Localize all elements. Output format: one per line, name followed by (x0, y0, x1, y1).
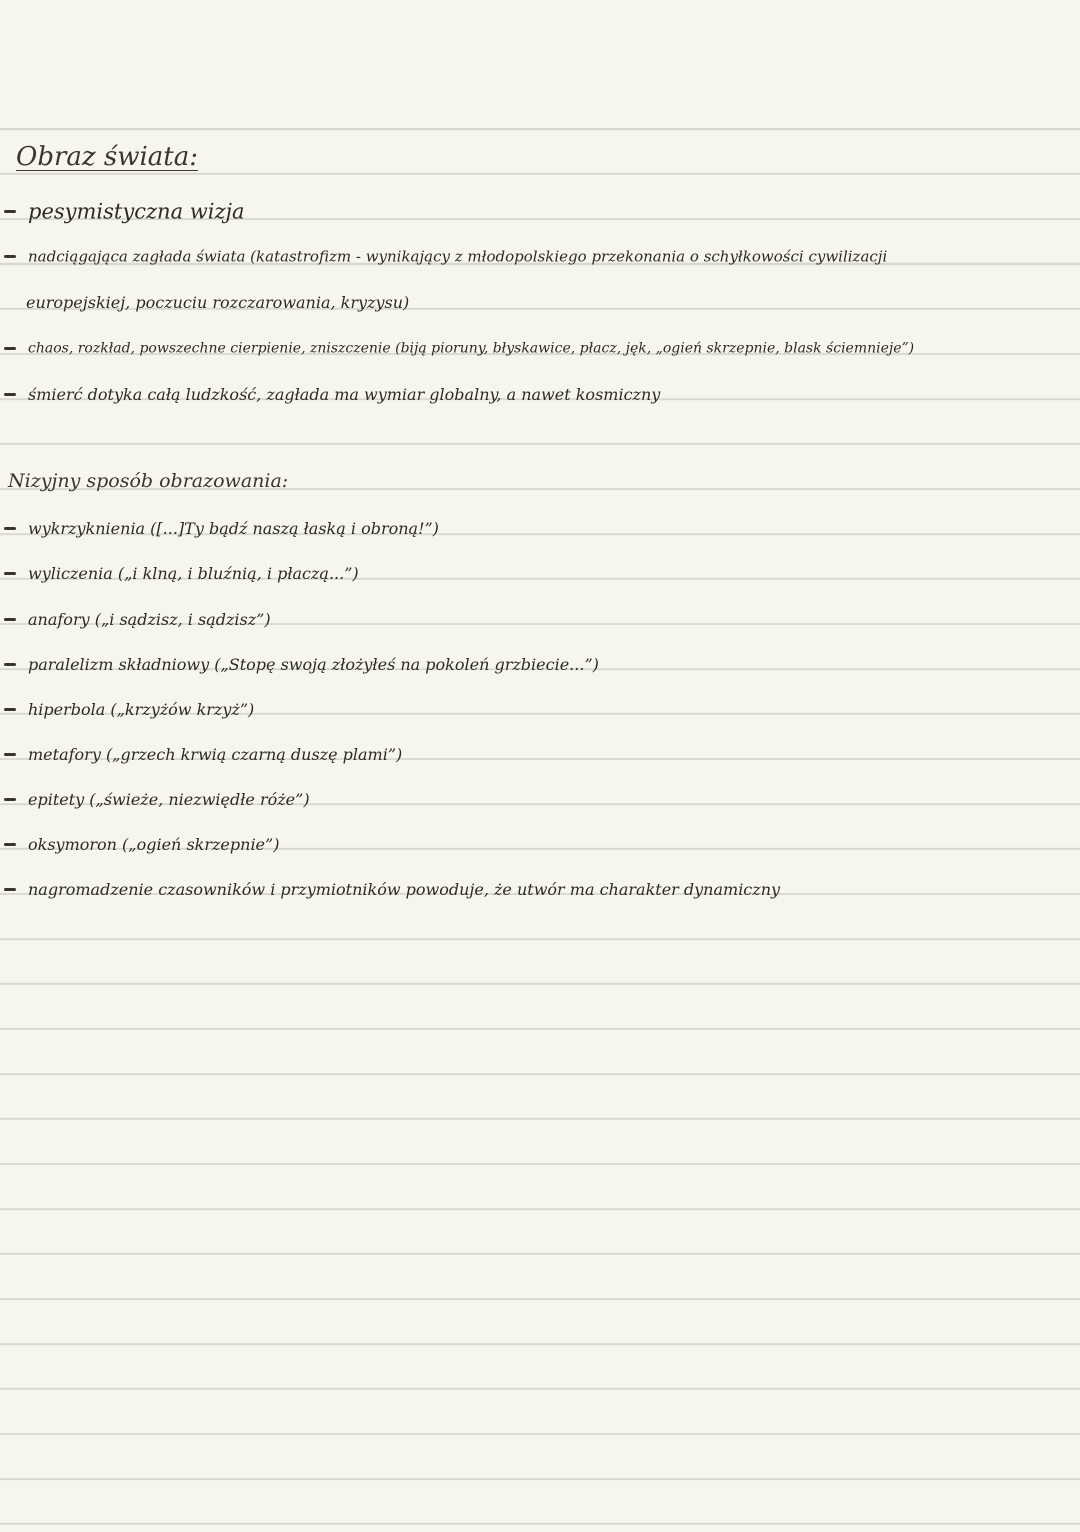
section-heading-sposob-obrazowania: Nizyjny sposób obrazowania: (8, 470, 289, 492)
dash-bullet-icon (4, 210, 16, 213)
list-item: śmierć dotyka całą ludzkość, zagłada ma wymiar globalny, a nawet kosmiczny (0, 384, 660, 404)
section-heading-obraz-swiata: Obraz świata: (16, 142, 198, 172)
dash-bullet-icon (4, 753, 16, 756)
list-item: oksymoron („ogień skrzepnie”) (0, 834, 279, 854)
dash-bullet-icon (4, 347, 16, 350)
dash-bullet-icon (4, 888, 16, 891)
list-item: chaos, rozkład, powszechne cierpienie, zniszczenie (biją pioruny, błyskawice, płacz, jęk, „ogień skrzepnie, blask ściemnieje”) (0, 338, 914, 357)
dash-bullet-icon (4, 255, 16, 258)
dash-bullet-icon (4, 798, 16, 801)
dash-bullet-icon (4, 663, 16, 666)
dash-bullet-icon (4, 708, 16, 711)
dash-bullet-icon (4, 572, 16, 575)
list-item: anafory („i sądzisz, i sądzisz”) (0, 609, 271, 629)
list-item: nagromadzenie czasowników i przymiotników powoduje, że utwór ma charakter dynamiczny (0, 879, 780, 899)
page-top-margin (0, 0, 1080, 128)
list-item: pesymistyczna wizja (0, 198, 245, 224)
dash-bullet-icon (4, 393, 16, 396)
list-item-continuation: europejskiej, poczuciu rozczarowania, kryzysu) (26, 293, 410, 312)
list-item: nadciągająca zagłada świata (katastrofizm - wynikający z młodopolskiego przekonania o schyłkowości cywilizacji (0, 246, 887, 266)
dash-bullet-icon (4, 843, 16, 846)
list-item: paralelizm składniowy („Stopę swoją złożyłeś na pokoleń grzbiecie...”) (0, 654, 599, 674)
dash-bullet-icon (4, 527, 16, 530)
list-item: wyliczenia („i klną, i bluźnią, i płaczą...”) (0, 563, 359, 583)
list-item: hiperbola („krzyżów krzyż”) (0, 699, 254, 719)
list-item: epitety („świeże, niezwiędłe róże”) (0, 789, 310, 809)
list-item: metafory („grzech krwią czarną duszę plami”) (0, 744, 402, 764)
list-item: wykrzyknienia ([...]Ty bądź naszą łaską i obroną!”) (0, 518, 439, 538)
dash-bullet-icon (4, 618, 16, 621)
